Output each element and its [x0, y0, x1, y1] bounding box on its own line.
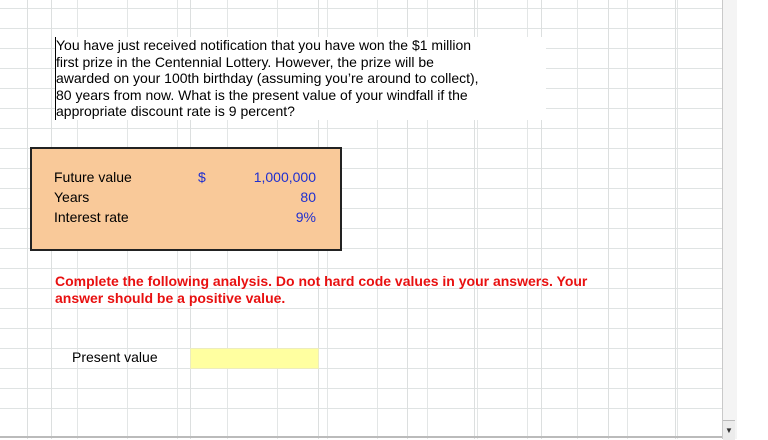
instruction-line: Complete the following analysis. Do not hard code values in your answers. Your [55, 273, 588, 289]
instruction-line: answer should be a positive value. [55, 290, 286, 306]
vertical-scrollbar[interactable] [722, 0, 738, 439]
right-margin [737, 0, 768, 439]
sheet-bottom-border [0, 436, 722, 438]
problem-line: You have just received notification that you have won the $1 million [56, 37, 472, 53]
scroll-down-arrow-icon[interactable]: ▼ [723, 420, 735, 440]
interest-rate-cell[interactable]: 9% [295, 209, 316, 225]
problem-line: awarded on your 100th birthday (assuming you’re around to collect), [56, 70, 479, 86]
years-label: Years [54, 189, 90, 205]
problem-line: first prize in the Centennial Lottery. However, the prize will be [56, 53, 434, 70]
problem-statement [55, 37, 546, 120]
years-cell[interactable]: 80 [300, 189, 316, 205]
column-divider [27, 0, 28, 439]
future-value-label: Future value [54, 169, 132, 185]
column-divider [675, 0, 676, 439]
future-value-cell[interactable]: 1,000,000 [253, 169, 316, 185]
column-divider [608, 0, 609, 439]
present-value-label: Present value [72, 349, 158, 365]
present-value-cell[interactable] [190, 348, 319, 369]
interest-rate-label: Interest rate [54, 209, 129, 225]
problem-line: appropriate discount rate is 9 percent? [56, 103, 295, 119]
input-values-box [30, 147, 342, 251]
problem-line: 80 years from now. What is the present value of your windfall if the [56, 86, 468, 103]
instructions [55, 273, 695, 307]
currency-symbol: $ [198, 169, 206, 185]
